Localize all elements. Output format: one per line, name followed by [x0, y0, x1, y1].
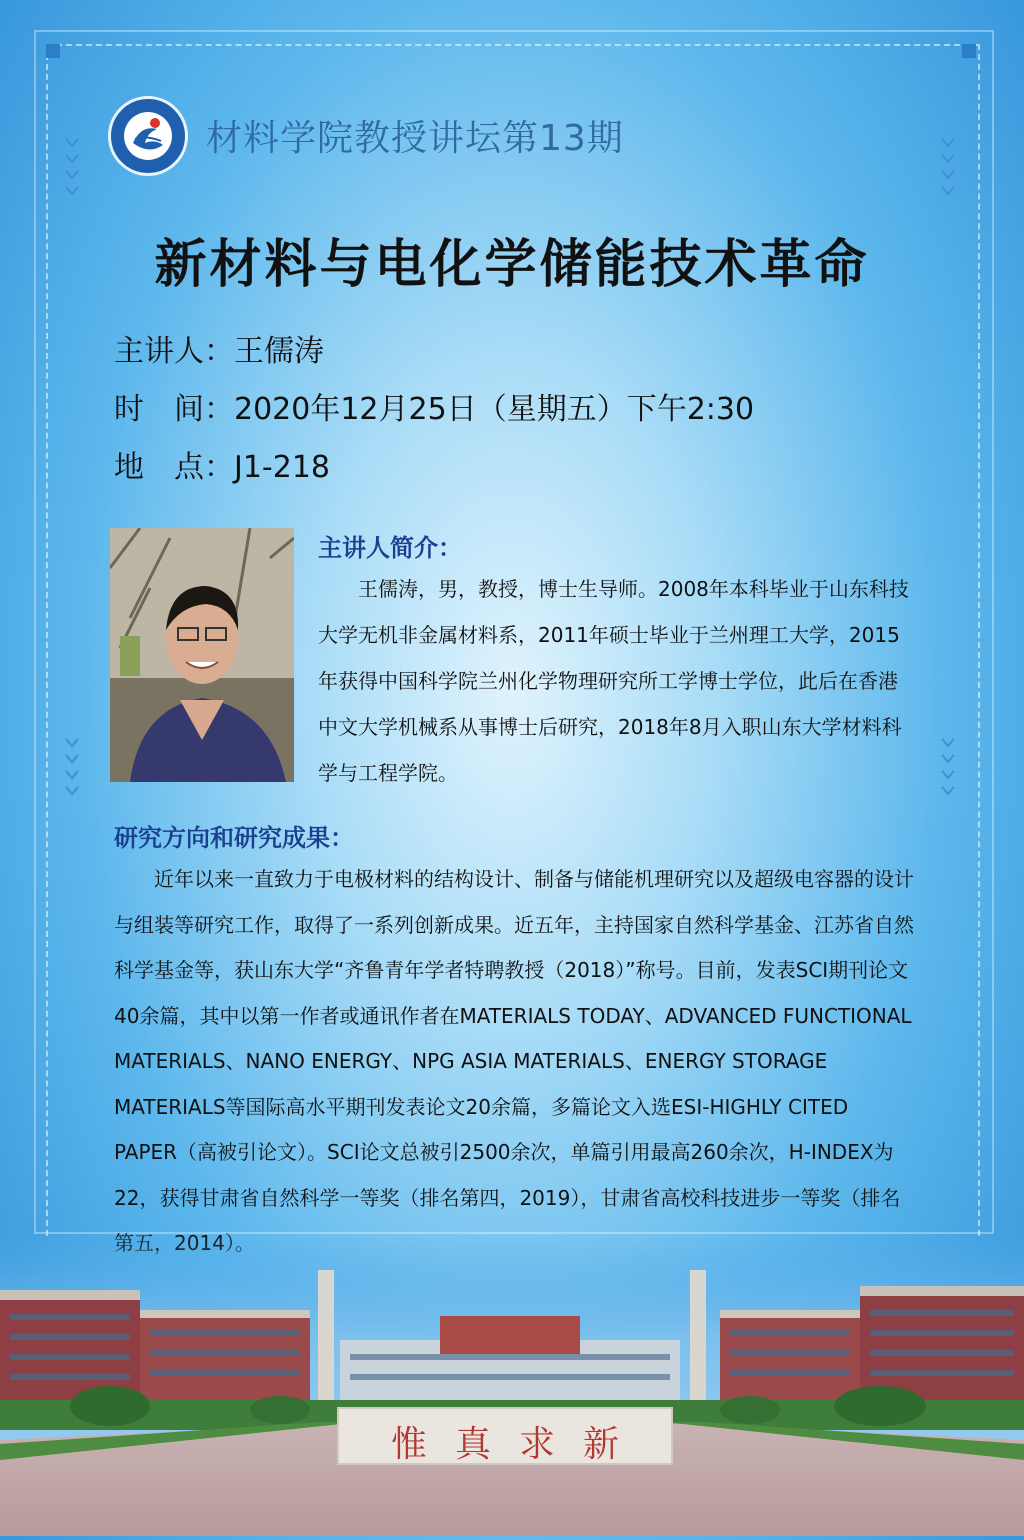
chevron-down-icon	[64, 752, 80, 766]
research-heading: 研究方向和研究成果：	[114, 824, 354, 852]
speaker-photo	[110, 528, 294, 782]
chevron-group-left-top	[64, 136, 80, 198]
chevron-down-icon	[64, 152, 80, 166]
campus-scene	[0, 1230, 1024, 1536]
chevron-down-icon	[940, 768, 956, 782]
corner-square	[962, 44, 976, 58]
series-title: 材料学院教授讲坛第13期	[206, 118, 624, 159]
bio-heading: 主讲人简介：	[318, 534, 462, 562]
chevron-down-icon	[64, 768, 80, 782]
chevron-down-icon	[64, 136, 80, 150]
motto-stone-text: 惟真求新	[390, 1424, 647, 1465]
chevron-group-left-mid	[64, 736, 80, 798]
chevron-down-icon	[940, 184, 956, 198]
chevron-down-icon	[64, 184, 80, 198]
chevron-down-icon	[940, 168, 956, 182]
time-line: 时 间：2020年12月25日（星期五）下午2:30	[114, 392, 755, 427]
chevron-down-icon	[940, 136, 956, 150]
chevron-down-icon	[64, 168, 80, 182]
chevron-down-icon	[940, 152, 956, 166]
chevron-down-icon	[64, 784, 80, 798]
bio-text: 王儒涛，男，教授，博士生导师。2008年本科毕业于山东科技大学无机非金属材料系，2011年硕士毕业于兰州理工大学，2015年获得中国科学院兰州化学物理研究所工学博士学位，此后在香港中文大学机械系从事博士后研究，2018年8月入职山东大学材料科学与工程学院。	[318, 577, 909, 785]
chevron-down-icon	[940, 736, 956, 750]
chevron-down-icon	[940, 752, 956, 766]
chevron-down-icon	[940, 784, 956, 798]
lecture-title: 新材料与电化学储能技术革命	[154, 235, 870, 295]
speaker-line: 主讲人：王儒涛	[114, 334, 324, 369]
location-line: 地 点：J1-218	[114, 450, 331, 485]
research-text: 近年以来一直致力于电极材料的结构设计、制备与储能机理研究以及超级电容器的设计与组装等研究工作，取得了一系列创新成果。近五年，主持国家自然科学基金、江苏省自然科学基金等，获山东大学“齐鲁青年学者特聘教授（2018）”称号。目前，发表SCI期刊论文40余篇，其中以第一作者或通讯作者在MATERIALS TODAY、ADVANCED FUNCTIONAL MATERIALS、NANO ENERGY、NPG ASIA MATERIALS、ENERGY STORAGE MATERIALS等国际高水平期刊发表论文20余篇，多篇论文入选ESI-HIGHLY CITED PAPER（高被引论文）。SCI论文总被引2500余次，单篇引用最高260余次，H-INDEX为22，获得甘肃省自然科学一等奖（排名第四，2019），甘肃省高校科技进步一等奖（排名	[114, 867, 914, 1210]
corner-square	[46, 44, 60, 58]
chevron-group-right-top	[940, 136, 956, 198]
university-logo-icon	[108, 96, 188, 176]
chevron-group-right-mid	[940, 736, 956, 798]
chevron-down-icon	[64, 736, 80, 750]
